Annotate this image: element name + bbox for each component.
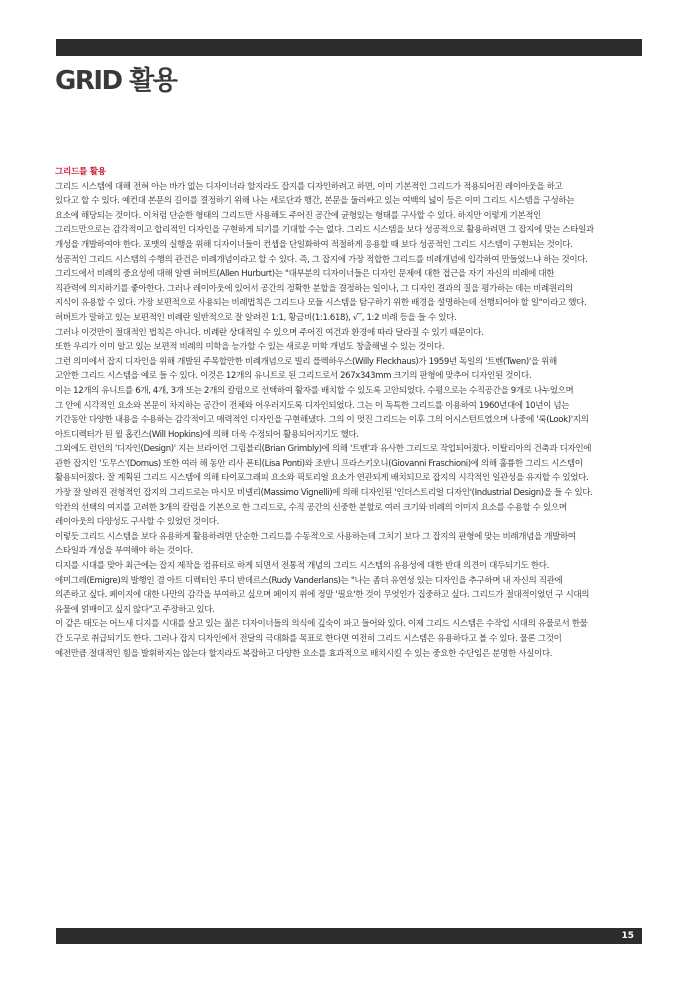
paragraph-line: 이는 12개의 유니트를 6개, 4개, 3개 또는 2개의 칼럼으로 선택하여 활자를 배치할 수 있도록 고안되었다. 수평으로는 수직공간을 9개로 나누었으며 bbox=[55, 385, 574, 396]
header-bar bbox=[56, 39, 642, 56]
paragraph-line: 에미그레(Emigre)의 발행인 겸 아트 디렉터인 루디 반데르스(Rudy Vanderlans)는 "나는 좀더 유연성 있는 디자인을 추구하며 내 자신의 직관에 bbox=[55, 575, 563, 586]
paragraph-line: 디지를 시대를 맞아 최근에는 잡지 제작을 컴퓨터로 하게 되면서 전통적 개념의 그리드 시스템의 유용성에 대한 반대 의견이 대두되기도 한다. bbox=[55, 561, 549, 572]
paragraph bbox=[55, 311, 643, 355]
paragraph-line: 기간동안 다양한 내용을 수용하는 감각적이고 매력적인 디자인을 구현해냈다. 그의 이 멋진 그리드는 이후 그의 어시스턴트였으며 나중에 '룩(Look)'지의 bbox=[55, 415, 589, 426]
paragraph-line: 개성을 개발하여야 한다. 포맷의 실행을 위해 디자이너들이 컨셉을 단일화하여 적절하게 응용할 때 보다 성공적인 그리드 시스템이 구현되는 것이다. bbox=[55, 239, 573, 250]
paragraph bbox=[55, 253, 643, 311]
paragraph-line: 그리드에서 비례의 중요성에 대해 알렌 허버트(Allen Hurburt)는 "대부분의 디자이너들은 디자인 문제에 대한 접근을 자기 자신의 비례에 대한 bbox=[55, 269, 555, 280]
paragraph bbox=[55, 617, 643, 661]
paragraph-line: 허버트가 말하고 있는 보편적인 비례란 일반적으로 잘 알려진 1:1, 황금비(1:1.618), √‾, 1:2 비례 등을 들 수 있다. bbox=[55, 312, 457, 323]
paragraph-line: 지식이 유용할 수 있다. 가장 보편적으로 사용되는 비례법칙은 그리드나 모듈 시스템을 탐구하기 위한 배경을 설명하는데 선행되어야 할 일"이라고 했다. bbox=[55, 298, 587, 309]
paragraph-list bbox=[55, 180, 643, 662]
paragraph-line: 이 같은 태도는 어느새 디지를 시대를 살고 있는 젊은 디자이너들의 의식에 깊숙이 파고 들어와 있다. 이제 그리드 시스템은 수작업 시대의 유물로서 한물 bbox=[55, 619, 588, 630]
paragraph-line: 악칸의 선택의 여지를 고려한 3개의 칼럼을 기본으로 한 그리드로, 수직 공간의 신중한 분할로 여러 크기와 비례의 이미지 요소를 수용할 수 있으며 bbox=[55, 502, 567, 513]
paragraph-line: 그외에도 런던의 '디자인(Design)' 지는 브라이언 그림블리(Brian Grimbly)에 의해 '트벤'과 유사한 그리드로 작업되어졌다. 이탈리아의 건축과 디자인에 bbox=[55, 444, 592, 455]
paragraph-line: 스타일과 개성을 부여해야 하는 것이다. bbox=[55, 546, 193, 557]
paragraph-line: 직관력에 의지하기를 좋아한다. 그러나 레이아웃에 있어서 공간의 정확한 분할을 결정하는 일이나, 그 디자인 결과의 질을 평가하는 데는 비례원리의 bbox=[55, 283, 573, 294]
paragraph-line: 고안한 그리드 시스템을 예로 들 수 있다. 이것은 12개의 유니트로 된 그리드로서 267x343mm 크기의 판형에 맞추어 디자인된 것이다. bbox=[55, 371, 532, 382]
paragraph bbox=[55, 442, 643, 486]
section-heading: 그리드를 활용 bbox=[55, 167, 106, 177]
paragraph-line: 그리드 시스템에 대해 전혀 아는 바가 없는 디자이너라 할지라도 잡지를 디자인하려고 하면, 이미 기본적인 그리드가 적용되어진 레이아웃을 하고 bbox=[55, 181, 563, 192]
paragraph bbox=[55, 559, 643, 617]
paragraph-line: 의존하고 싶다. 페이지에 대한 나만의 감각을 부여하고 싶으며 페이지 위에 정말 '필요'한 것이 무엇인가 집중하고 싶다. 그리드가 절대적이었던 구 시대의 bbox=[55, 590, 590, 601]
paragraph bbox=[55, 355, 643, 443]
footer-bar bbox=[56, 928, 642, 944]
paragraph-line: 또한 우리가 이미 알고 있는 보편적 비례의 미학을 능가할 수 있는 새로운 미학 개념도 창출해낼 수 있는 것이다. bbox=[55, 342, 445, 353]
paragraph-line: 간 도구로 취급되기도 한다. 그러나 잡지 디자인에서 전달의 극대화를 목표로 한다면 여전히 그리드 시스템은 유용하다고 볼 수 있다. 물론 그것이 bbox=[55, 634, 562, 644]
paragraph-line: 요소에 해당되는 것이다. 이처럼 단순한 형태의 그리드만 사용해도 주어진 공간에 균형있는 형태를 구사할 수 있다. 하지만 이렇게 기본적인 bbox=[55, 210, 542, 221]
paragraph-line: 관한 잡지인 '도무스'(Domus) 또한 여러 해 동안 리사 폰티(Lisa Ponti)와 조반니 프라스키오니(Giovanni Fraschioni)에 의해 훌륭한 그리드 시스템이 bbox=[55, 458, 583, 469]
paragraph-line: 가장 잘 알려진 전형적인 잡지의 그리드로는 마시모 비넬리(Massimo Vignelli)에 의해 디자인된 '인더스트리얼 디자인'(Industrial Design)을 들 수 있다. bbox=[55, 488, 593, 499]
paragraph bbox=[55, 486, 643, 559]
paragraph-line: 예전만큼 절대적인 힘을 발휘하지는 않는다 할지라도 복잡하고 다양한 요소를 효과적으로 배치시킬 수 있는 중요한 수단임은 분명한 사실이다. bbox=[55, 648, 553, 659]
paragraph bbox=[55, 180, 643, 253]
paragraph-line: 그리드만으로는 감각적이고 합리적인 디자인을 구현하게 되기를 기대할 수는 없다. 그리드 시스템을 보다 성공적으로 활용하려면 그 잡지에 맞는 스타일과 bbox=[55, 225, 594, 236]
paragraph-line: 유물에 얽매이고 싶지 않다"고 주장하고 있다. bbox=[55, 604, 215, 615]
paragraph-line: 그런 의미에서 잡지 디자인을 위해 개발된 주목할만한 비례개념으로 빌리 플렉하우스(Willy Fleckhaus)가 1959년 독일의 '트벤(Twen)'을 위해 bbox=[55, 356, 557, 367]
paragraph-line: 레이아웃의 다양성도 구사할 수 있었던 것이다. bbox=[55, 517, 219, 528]
page-number: 15 bbox=[621, 931, 634, 941]
page-title: GRID 활용 bbox=[55, 66, 177, 96]
paragraph-line: 있다고 할 수 있다. 예컨대 본문의 길이를 결정하기 위해 나는 세로단과 행간, 본문을 둘러싸고 있는 여백의 넓이 등은 이미 그리드 시스템을 구성하는 bbox=[55, 196, 575, 207]
paragraph-line: 성공적인 그리드 시스템의 수행의 관건은 비례개념이라고 할 수 있다. 즉, 그 잡지에 가장 적합한 그리드를 비례개념에 입각하여 만들었느냐 하는 것이다. bbox=[55, 254, 588, 265]
paragraph-line: 그 안에 시각적인 요소와 본문이 차지하는 공간이 전체와 어우러지도록 디자인되었다. 그는 이 독특한 그리드를 이용하여 1960년대에 10년이 넘는 bbox=[55, 400, 570, 411]
paragraph-line: 이렇듯 그리드 시스템을 보다 유용하게 활용하려면 단순한 그리드를 수동적으로 사용하는데 그치기 보다 그 잡지의 판형에 맞는 비례개념을 개발하여 bbox=[55, 531, 576, 542]
paragraph-line: 활용되어졌다. 잘 계획된 그리드 시스템에 의해 타이포그래피 요소와 픽토리얼 요소가 연관되게 배치되므로 잡지의 시각적인 일관성을 유지할 수 있었다. bbox=[55, 473, 589, 484]
article-body bbox=[55, 165, 643, 661]
paragraph-line: 그러나 이것만이 절대적인 법칙은 아니다. 비례란 상대적일 수 있으며 주어진 여건과 환경에 따라 달라질 수 있기 때문이다. bbox=[55, 327, 484, 338]
paragraph-line: 아트디렉터가 된 윌 홉킨스(Will Hopkins)에 의해 더욱 수정되어 활용되어지기도 했다. bbox=[55, 429, 359, 440]
